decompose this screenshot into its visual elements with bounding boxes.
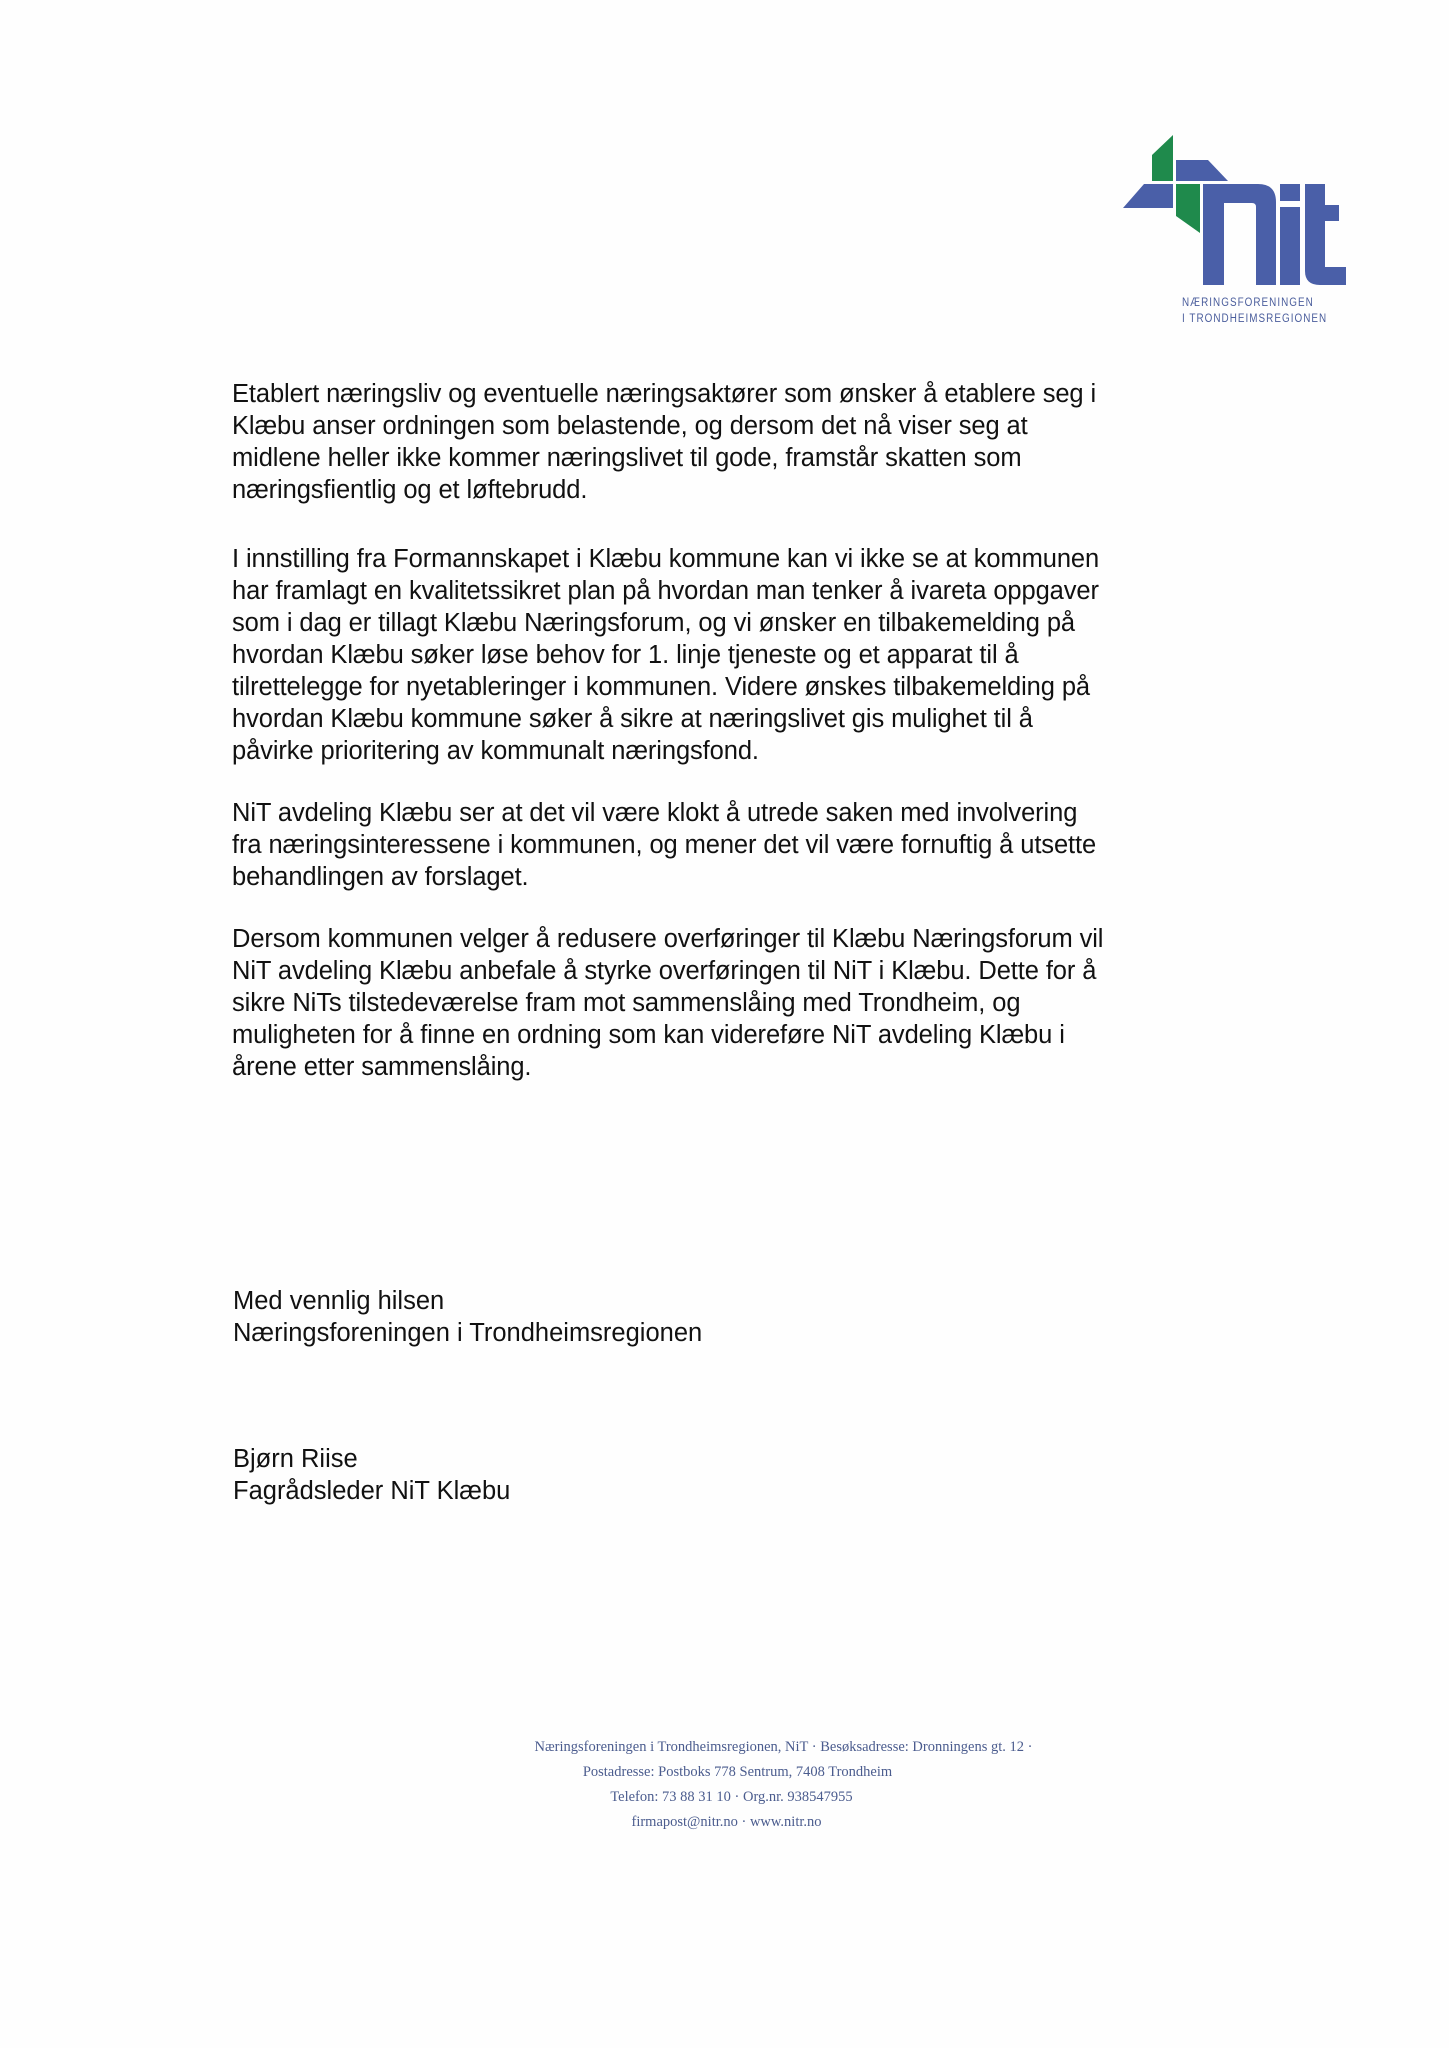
text-line: hvordan Klæbu kommune søker å sikre at næringslivet gis mulighet til å (232, 705, 1033, 733)
footer-phone-line: Telefon: 73 88 31 10 · Org.nr. 938547955 (610, 1789, 853, 1805)
signature (233, 1443, 510, 1507)
text-line: fra næringsinteressene i kommunen, og mener det vil være fornuftig å utsette (232, 831, 1097, 859)
text-line: som i dag er tillagt Klæbu Næringsforum, og vi ønsker en tilbakemelding på (232, 609, 1075, 637)
text-line: sikre NiTs tilstedeværelse fram mot sammenslåing med Trondheim, og (232, 989, 1021, 1017)
text-line: I innstilling fra Formannskapet i Klæbu kommune kan vi ikke se at kommunen (232, 545, 1100, 573)
signer-name: Bjørn Riise (233, 1445, 358, 1473)
nit-logo (1108, 133, 1348, 343)
logo-letter-t-shape (1305, 184, 1346, 285)
text-line: har framlagt en kvalitetssikret plan på hvordan man tenker å ivareta oppgaver (232, 577, 1099, 605)
text-line: midlene heller ikke kommer næringslivet til gode, framstår skatten som (232, 444, 1022, 472)
text-line: NiT avdeling Klæbu ser at det vil være klokt å utrede saken med involvering (232, 799, 1078, 827)
text-line: NiT avdeling Klæbu anbefale å styrke overføringen til NiT i Klæbu. Dette for å (232, 957, 1097, 985)
text-line: årene etter sammenslåing. (232, 1053, 532, 1081)
logo-tagline (1182, 295, 1328, 327)
nit-logo-mark-icon (1108, 133, 1348, 293)
logo-tagline-line: NÆRINGSFORENINGEN (1182, 297, 1314, 309)
logo-letter-i-stem-shape (1280, 207, 1300, 285)
logo-letter-i-dot-shape (1280, 184, 1300, 201)
text-line: tilrettelegge for nyetableringer i kommunen. Videre ønskes tilbakemelding på (232, 673, 1090, 701)
footer-address-line: Næringsforeningen i Trondheimsregionen, NiT · Besøksadresse: Dronningens gt. 12 · (534, 1739, 1033, 1755)
text-line: Dersom kommunen velger å redusere overføringer til Klæbu Næringsforum vil (232, 925, 1104, 953)
letterhead-footer (0, 1735, 1449, 1835)
text-line: hvordan Klæbu søker løse behov for 1. linje tjeneste og et apparat til å (232, 641, 1019, 669)
text-line: Etablert næringsliv og eventuelle næringsaktører som ønsker å etablere seg i (232, 380, 1097, 408)
text-line: behandlingen av forslaget. (232, 863, 529, 891)
text-line: Klæbu anser ordningen som belastende, og dersom det nå viser seg at (232, 412, 1028, 440)
text-line: muligheten for å finne en ordning som kan videreføre NiT avdeling Klæbu i (232, 1021, 1065, 1049)
paragraph (232, 543, 1099, 767)
paragraph (232, 378, 1096, 506)
logo-blue-left-shape (1123, 184, 1173, 208)
text-line: påvirke prioritering av kommunalt næringsfond. (232, 737, 759, 765)
logo-green-lower-shape (1176, 184, 1200, 233)
closing-organization: Næringsforeningen i Trondheimsregionen (233, 1319, 703, 1347)
logo-tagline-line: I TRONDHEIMSREGIONEN (1182, 313, 1328, 325)
closing-greeting: Med vennlig hilsen (233, 1287, 445, 1315)
logo-green-upper-shape (1152, 135, 1173, 181)
paragraph (232, 797, 1096, 893)
closing (233, 1285, 702, 1349)
footer-contact-line: firmapost@nitr.no · www.nitr.no (631, 1814, 822, 1830)
text-line: næringsfientlig og et løftebrudd. (232, 476, 588, 504)
signer-title: Fagrådsleder NiT Klæbu (233, 1477, 511, 1505)
logo-blue-upper-shape (1176, 160, 1228, 181)
paragraph (232, 923, 1103, 1083)
logo-letter-n-shape (1203, 184, 1276, 285)
footer-postal-line: Postadresse: Postboks 778 Sentrum, 7408 Trondheim (582, 1764, 893, 1780)
